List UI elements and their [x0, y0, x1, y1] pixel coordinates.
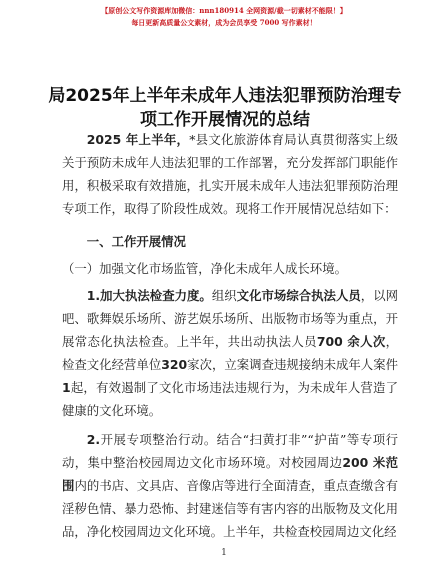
- document-body: [62, 128, 398, 543]
- text-run: ，检查文化经营单位: [62, 334, 398, 372]
- text-run-bold: 文化市场综合执法人员: [236, 288, 361, 303]
- text-run: 内的书店、文具店、音像店等进行全面清查，重点查缴含有淫秽色情、暴力恐怖、封建迷信等有害内容的出版物及文化用品，净化校园周边文化环境。上半年，共检查校园周边文化经: [62, 478, 399, 539]
- text-run: ，以网吧、歌舞娱乐场所、游艺娱乐场所、出版物市场等为重点，开展常态化执法检查。上半年，共出动执法人员: [62, 288, 398, 349]
- paragraph-lead: 2.: [86, 432, 101, 447]
- section-heading: 一、工作开展情况: [86, 234, 186, 249]
- text-run-bold: 320: [161, 357, 188, 372]
- paragraph-enforcement: [62, 284, 398, 422]
- paragraph-lead: 1.加大执法检查力度。: [86, 288, 212, 303]
- text-run: 开展专项整治行动。结合“扫黄打非”“护苗”等专项行动，集中整治校园周边文化市场环境。对校园周边: [62, 432, 398, 470]
- intro-paragraph: [62, 128, 398, 220]
- text-run: 组织: [211, 288, 237, 303]
- intro-date: 2025 年上半年，: [86, 132, 190, 147]
- document-title: 局2025年上半年未成年人违法犯罪预防治理专项工作开展情况的总结: [48, 86, 402, 130]
- paragraph-rectification: [62, 428, 398, 543]
- promo-banner-line2: 每日更新高质量公文素材，成为会员享受 7000 写作素材！: [131, 18, 317, 27]
- text-run: 家次，立案调查违规接纳未成年人案件: [187, 357, 399, 372]
- text-run-bold: 1: [62, 380, 71, 395]
- text-run-bold: 200 米范围: [62, 455, 398, 493]
- promo-banner-line1: 【原创公文写作资源库加微信：nnn180914 全网资源/截一切素材不能限！】: [101, 6, 347, 15]
- subsection-heading: （一）加强文化市场监管，净化未成年人成长环境。: [62, 261, 347, 276]
- text-run-bold: 700 余人次: [316, 334, 386, 349]
- text-run: 起，有效遏制了文化市场违法违规行为，为未成年人营造了健康的文化环境。: [62, 380, 398, 418]
- intro-text: *县文化旅游体育局认真贯彻落实上级关于预防未成年人违法犯罪的工作部署，充分发挥部门职能作用，积极采取有效措施，扎实开展未成年人违法犯罪预防治理专项工作，取得了阶段性成效。现将工作开展情况总结如下：: [62, 132, 398, 216]
- page-number: 1: [221, 548, 227, 558]
